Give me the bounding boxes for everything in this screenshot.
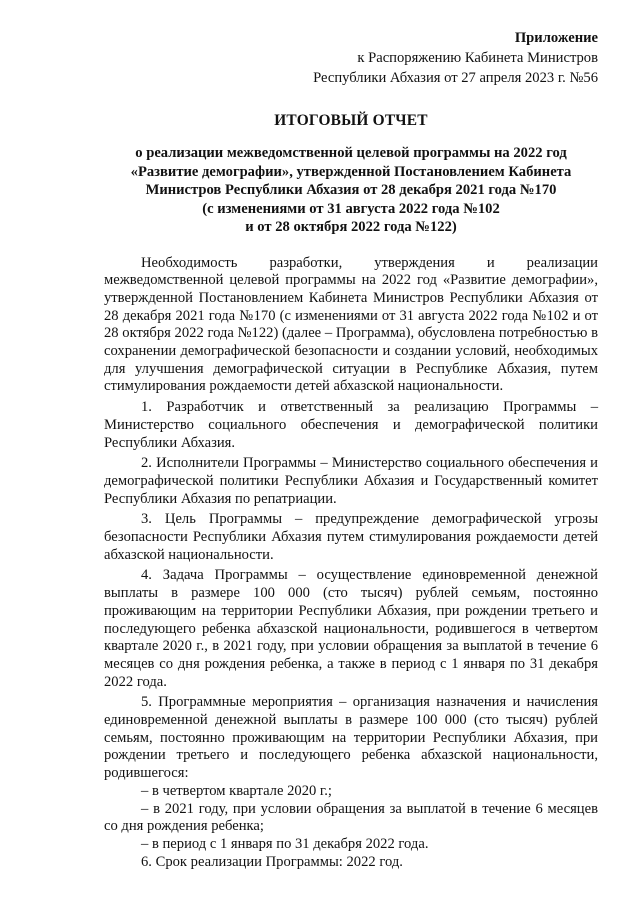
document-body bbox=[104, 255, 598, 872]
activity-dash-1: – в четвертом квартале 2020 г.; bbox=[141, 782, 332, 799]
appendix-block bbox=[104, 28, 598, 88]
document-title: ИТОГОВЫЙ ОТЧЕТ bbox=[274, 112, 428, 129]
activity-dash-3: – в период с 1 января по 31 декабря 2022 года. bbox=[141, 836, 429, 852]
item-2-executors: 2. Исполнители Программы – Министерство социального обеспечения и демографической политики Республики Абхазия и Государственный комитет Республики Абхазия по репатриации. bbox=[104, 455, 598, 507]
appendix-line-2: Республики Абхазия от 27 апреля 2023 г. №56 bbox=[313, 70, 598, 86]
activity-dash-2: – в 2021 году, при условии обращения за выплатой в течение 6 месяцев со дня рождения ребенка; bbox=[104, 800, 598, 835]
intro-paragraph: Необходимость разработки, утверждения и реализации межведомственной целевой программы на 2022 год «Развитие демографии», утвержденной Постановлением Кабинета Министров Республики Абхазия от 28 декабря 2021 года №170 (с изменениями от 31 августа 2022 года №102 и от 28 октября 2022 года №122) (далее – Программа), обусловлена потребностью в сохранении демографической безопасности и создании условий, необходимых для улучшения демографической ситуации в Республике Абхазия, путем стимулирования рождаемости детей абхазской национальности. bbox=[104, 254, 598, 395]
appendix-line-1: к Распоряжению Кабинета Министров bbox=[357, 50, 598, 66]
item-4-task: 4. Задача Программы – осуществление единовременной денежной выплаты в размере 100 000 (сто тысяч) рублей семьям, постоянно проживающим на территории Республики Абхазия, при рождении третьего и последующего ребенка абхазской национальности, родившегося в четвертом квартале 2020 г., в 2021 году, при условии обращения за выплатой в течение 6 месяцев со дня рождения ребенка, а также в период с 1 января по 31 декабря 2022 года. bbox=[104, 567, 598, 690]
item-1-developer: 1. Разработчик и ответственный за реализацию Программы – Министерство социального обеспечения и демографической политики Республики Абхазия. bbox=[104, 399, 598, 451]
subtitle-line-2: «Развитие демографии», утвержденной Постановлением Кабинета bbox=[130, 163, 572, 180]
item-3-goal: 3. Цель Программы – предупреждение демографической угрозы безопасности Республики Абхазия путем стимулирования рождаемости детей абхазской национальности. bbox=[104, 511, 598, 563]
item-5-activities: 5. Программные мероприятия – организация назначения и начисления единовременной денежной выплаты в размере 100 000 (сто тысяч) рублей семьям, постоянно проживающим на территории Республики Абхазия, при рождении третьего и последующего ребенка абхазской национальности, родившегося: bbox=[104, 694, 598, 782]
document-subtitle bbox=[104, 144, 598, 237]
appendix-label: Приложение bbox=[514, 30, 598, 46]
subtitle-line-1: о реализации межведомственной целевой программы на 2022 год bbox=[135, 145, 567, 161]
subtitle-line-4: (с изменениями от 31 августа 2022 года №102 bbox=[202, 200, 500, 217]
item-6-term: 6. Срок реализации Программы: 2022 год. bbox=[141, 853, 403, 870]
subtitle-line-3: Министров Республики Абхазия от 28 декабря 2021 года №170 bbox=[145, 182, 557, 198]
subtitle-line-5: и от 28 октября 2022 года №122) bbox=[245, 219, 457, 235]
